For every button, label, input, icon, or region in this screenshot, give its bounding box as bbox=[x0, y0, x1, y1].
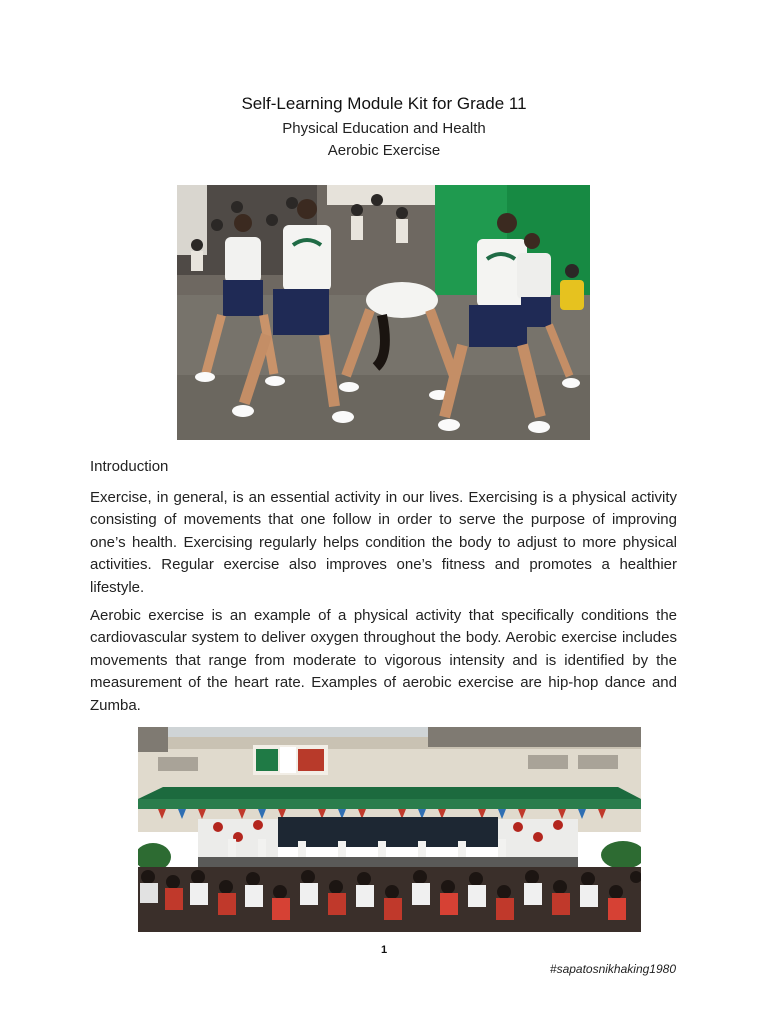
paragraph-exercise: Exercise, in general, is an essential activity in our lives. Exercising is a physical activity consisting of movements that one follow in order to serve the purpose of improving one’s health. Exercising regularly helps condition the body to adjust to more physical activities. Regular exercise also improves one’s fitness and promotes a healthier lifestyle. bbox=[90, 489, 677, 596]
paragraph-aerobic: Aerobic exercise is an example of a physical activity that specifically conditions the cardiovascular system to deliver oxygen throughout the body. Aerobic exercise includes movements that range from moderate to vigorous intensity and is identified by the measurement of the heart rate. Examples of aerobic exercise are hip-hop dance and Zumba. bbox=[90, 607, 677, 714]
page-number: 1 bbox=[380, 944, 388, 956]
dancers-photo bbox=[177, 185, 590, 440]
subject-subtitle: Physical Education and Health bbox=[282, 120, 486, 137]
introduction-heading: Introduction bbox=[90, 458, 169, 475]
watermark-hashtag: #sapatosnikhaking1980 bbox=[549, 962, 676, 976]
document-title: Self-Learning Module Kit for Grade 11 bbox=[241, 94, 527, 113]
stage-photo bbox=[138, 727, 641, 932]
topic-subtitle: Aerobic Exercise bbox=[327, 142, 441, 159]
